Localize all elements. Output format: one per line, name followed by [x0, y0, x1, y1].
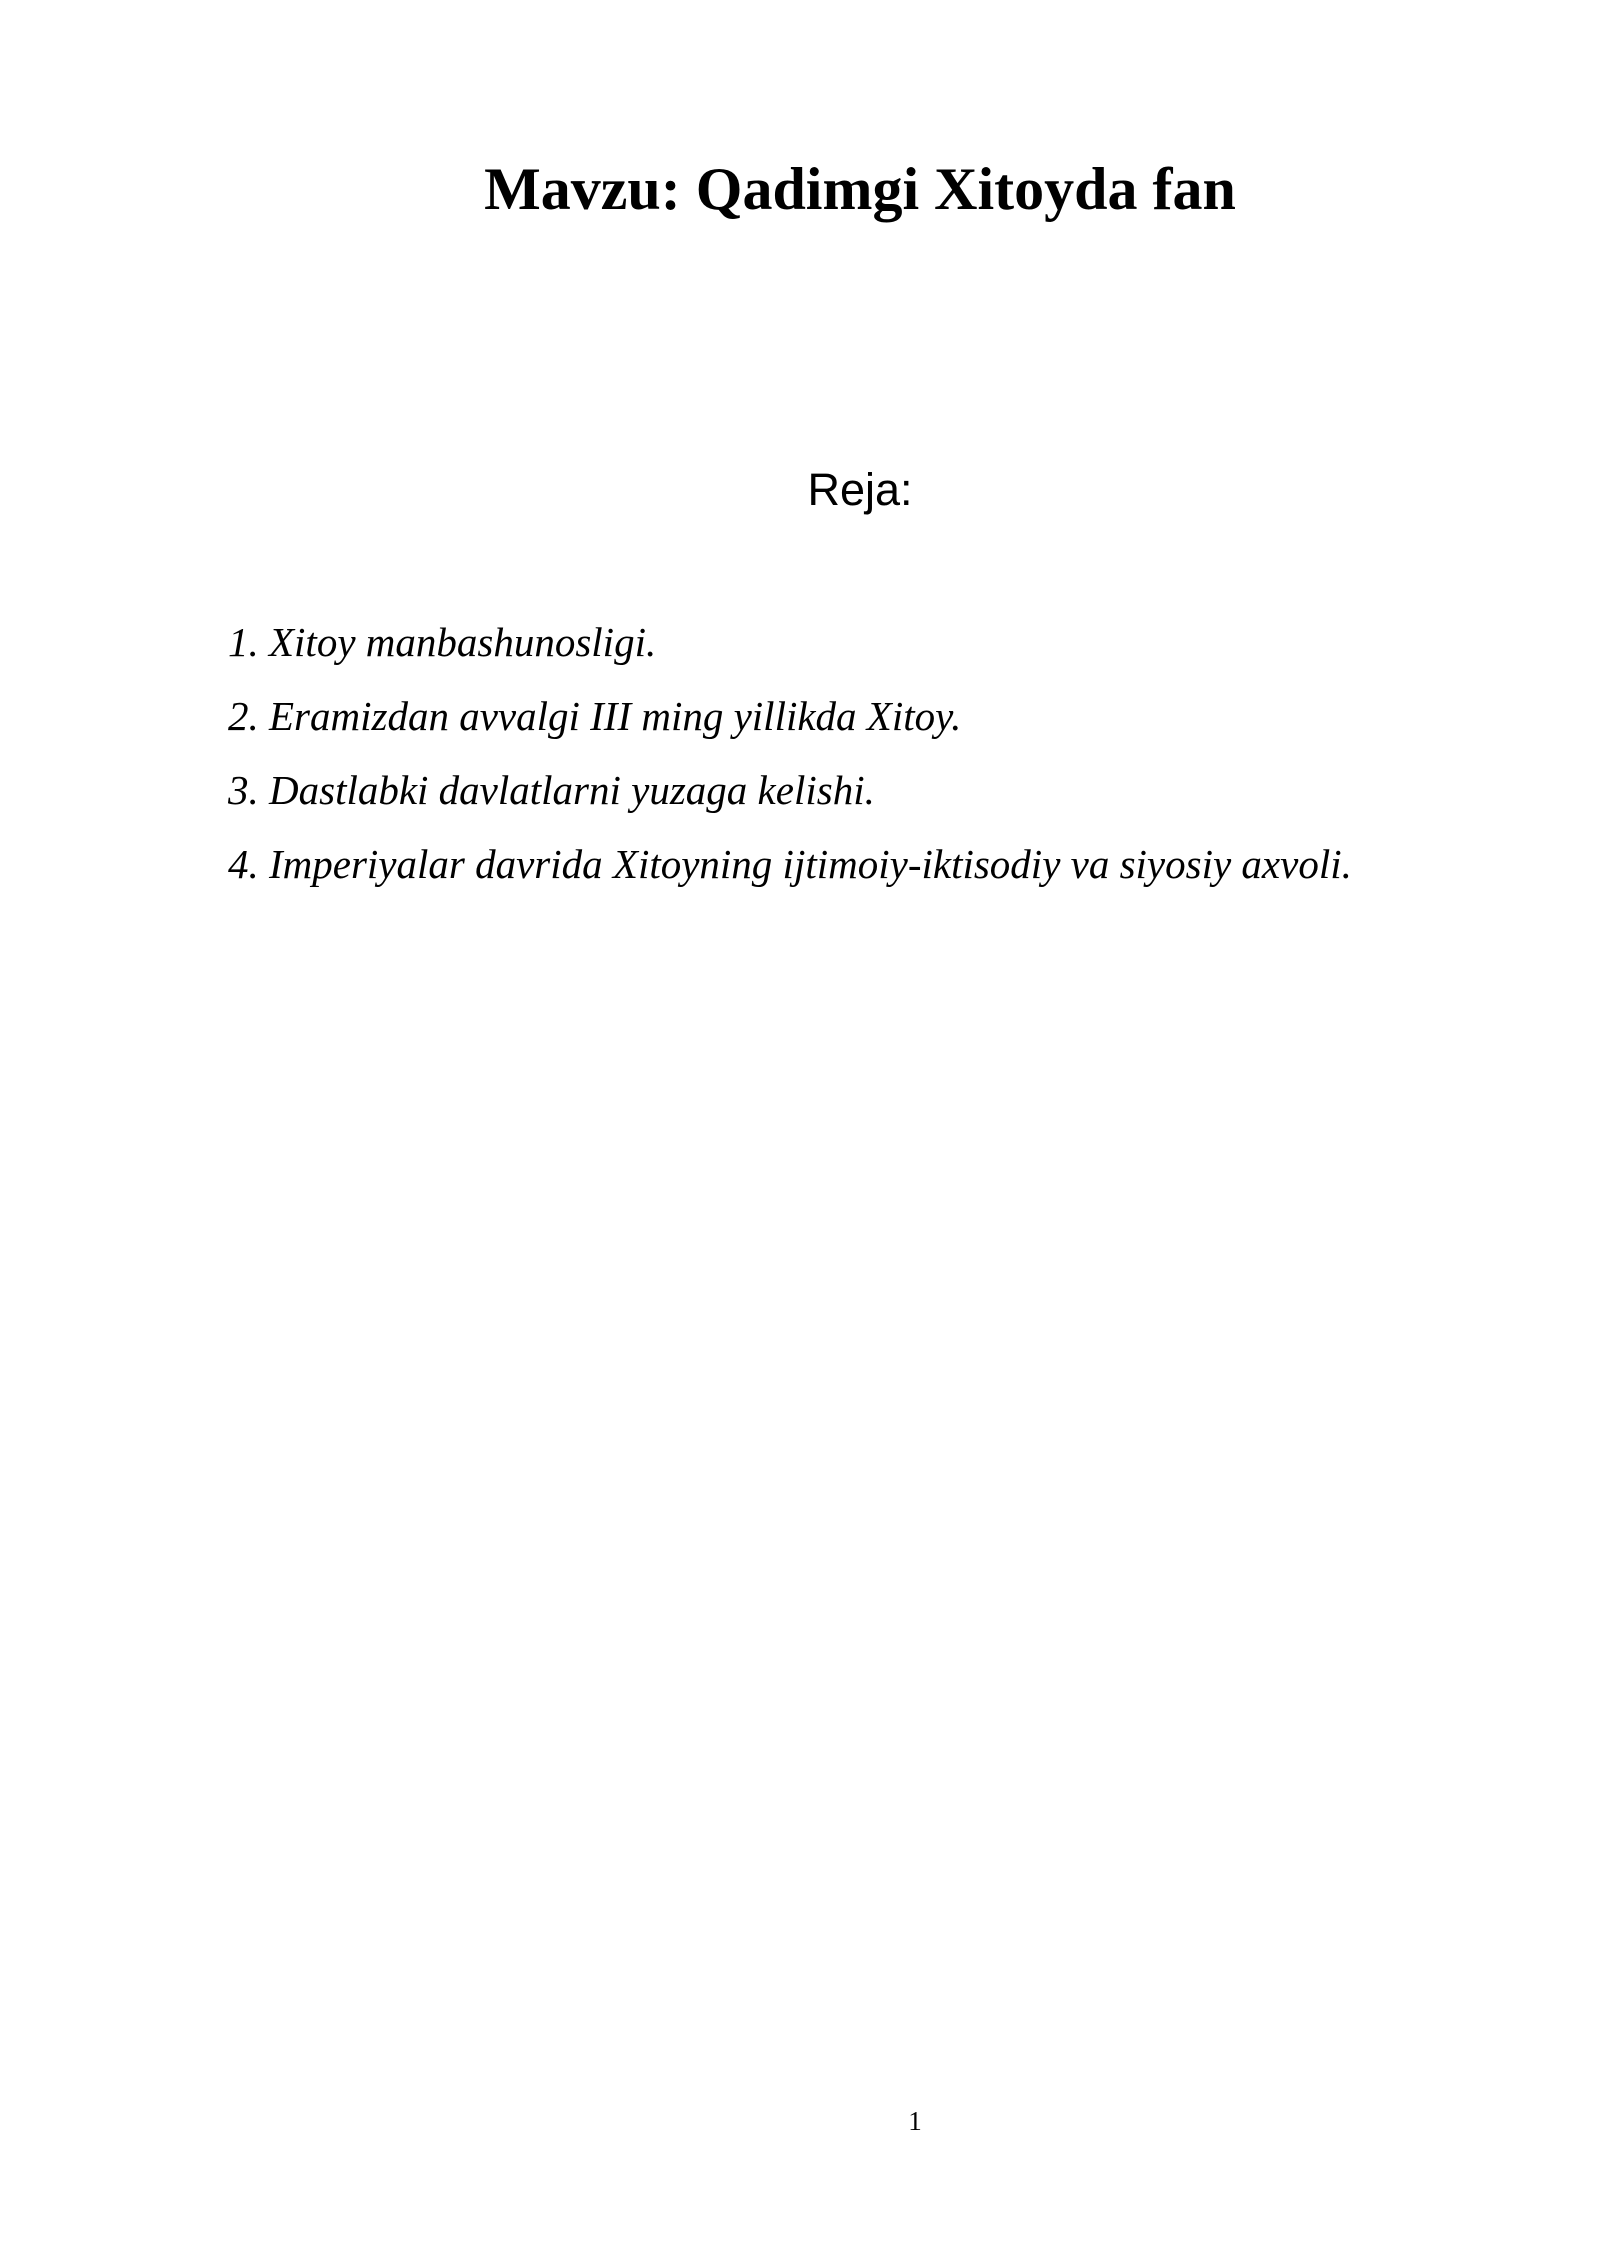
plan-heading: Reja:	[807, 464, 913, 515]
document-title: Mavzu: Qadimgi Xitoyda fan	[484, 156, 1236, 222]
page-number: 1	[908, 2106, 922, 2136]
plan-item: 4. Imperiyalar davrida Xitoyning ijtimoiy-iktisodiy va siyosiy axvoli.	[228, 841, 1352, 887]
plan-item: 2. Eramizdan avvalgi III ming yillikda Xitoy.	[228, 693, 962, 739]
plan-item: 1. Xitoy manbashunosligi.	[228, 619, 657, 665]
plan-list	[228, 614, 1528, 910]
plan-item: 3. Dastlabki davlatlarni yuzaga kelishi.	[228, 767, 875, 813]
